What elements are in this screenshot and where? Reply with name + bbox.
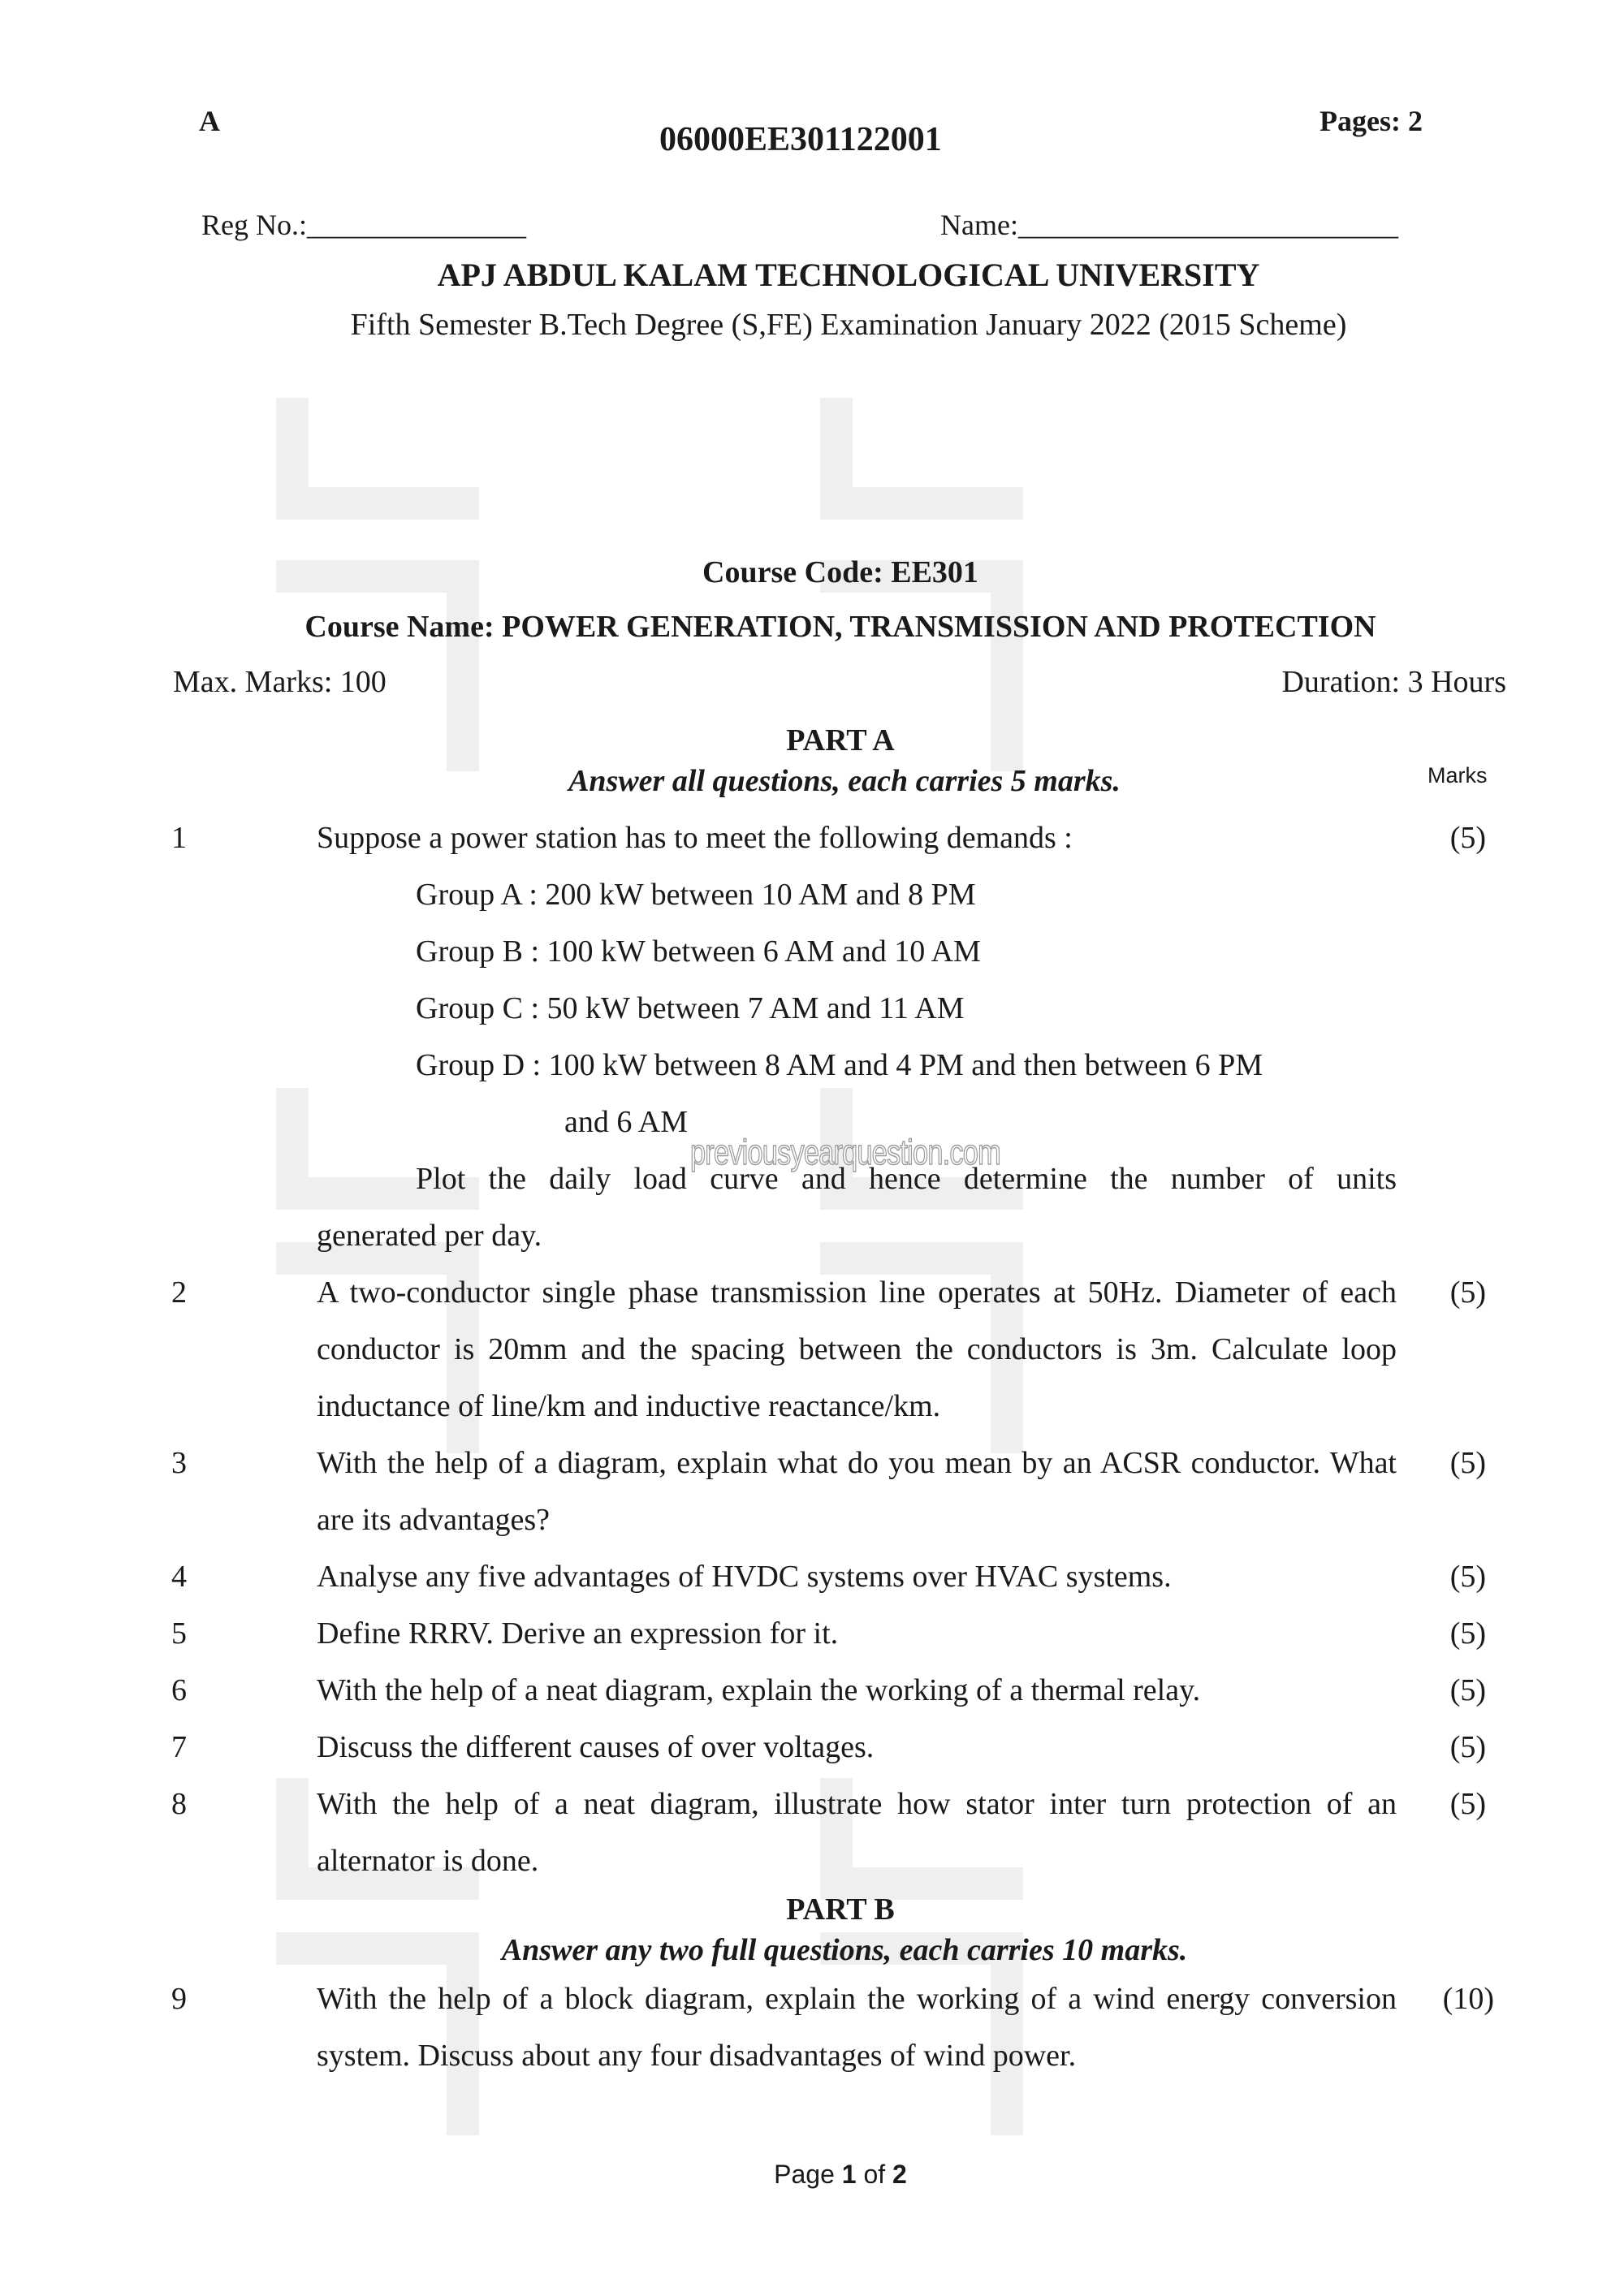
page-count: Pages: 2 (1320, 105, 1423, 137)
university-name: APJ ABDUL KALAM TECHNOLOGICAL UNIVERSITY (437, 257, 1260, 293)
question-text: With the help of a block diagram, explain the working of a wind energy conversion system. Discuss about any four disadvantages of wind power. (317, 1982, 1397, 2073)
group-c-demand: Group C : 50 kW between 7 AM and 11 AM (416, 991, 965, 1025)
question-marks: (5) (1449, 1730, 1486, 1764)
question-number: 7 (171, 1730, 187, 1764)
duration: Duration: 3 Hours (1281, 665, 1506, 699)
max-marks: Max. Marks: 100 (173, 665, 387, 699)
question-marks: (5) (1449, 1616, 1486, 1651)
question-text: With the help of a diagram, explain what do you mean by an ACSR conductor. What are its advantages? (317, 1446, 1397, 1537)
course-name: Course Name: POWER GENERATION, TRANSMISSION AND PROTECTION (304, 610, 1376, 644)
question-number: 5 (171, 1616, 187, 1651)
question-text: With the help of a neat diagram, explain the working of a thermal relay. (317, 1673, 1201, 1707)
question-number: 4 (171, 1560, 187, 1594)
question-text: Define RRRV. Derive an expression for it. (317, 1616, 839, 1651)
watermark-text: previousyearquestion.com (690, 1133, 1000, 1172)
exam-title: Fifth Semester B.Tech Degree (S,FE) Examination January 2022 (2015 Scheme) (350, 308, 1347, 342)
question-text: A two-conductor single phase transmission line operates at 50Hz. Diameter of each conductor is 20mm and the spacing between the conductors is 3m. Calculate loop inductance of line/km and inductive reactance/km. (317, 1275, 1397, 1423)
question-number: 1 (171, 821, 187, 855)
group-a-demand: Group A : 200 kW between 10 AM and 8 PM (416, 878, 976, 912)
question-number: 2 (171, 1275, 187, 1310)
part-b-title: PART B (786, 1892, 895, 1927)
question-number: 9 (171, 1982, 187, 2016)
name-field[interactable]: Name:__________________________ (940, 209, 1398, 241)
question-text: Analyse any five advantages of HVDC systems over HVAC systems. (317, 1560, 1172, 1594)
reg-no-field[interactable]: Reg No.:_______________ (201, 209, 526, 241)
page-number: 1 (841, 2160, 857, 2189)
question-marks: (5) (1449, 821, 1486, 855)
question-marks: (5) (1449, 1560, 1486, 1594)
page-total: 2 (892, 2160, 907, 2189)
question-1-task-continuation: generated per day. (317, 1219, 542, 1253)
question-marks: (5) (1449, 1275, 1486, 1310)
question-1-task: Plot the daily load curve and hence determine the number of units (416, 1162, 1397, 1196)
group-d-demand: Group D : 100 kW between 8 AM and 4 PM and then between 6 PM (416, 1048, 1263, 1082)
question-marks: (10) (1442, 1982, 1494, 2016)
question-marks: (5) (1449, 1446, 1486, 1480)
marks-column-header: Marks (1427, 763, 1488, 788)
question-text: Discuss the different causes of over voltages. (317, 1730, 875, 1764)
question-text: With the help of a neat diagram, illustrate how stator inter turn protection of an alternator is done. (317, 1787, 1397, 1878)
question-number: 6 (171, 1673, 187, 1707)
group-d-continuation: and 6 AM (564, 1105, 688, 1139)
group-b-demand: Group B : 100 kW between 6 AM and 10 AM (416, 934, 981, 969)
question-marks: (5) (1449, 1673, 1486, 1707)
course-code: Course Code: EE301 (702, 555, 978, 589)
question-number: 3 (171, 1446, 187, 1480)
of-word: of (863, 2160, 886, 2189)
question-marks: (5) (1449, 1787, 1486, 1821)
page-word: Page (774, 2160, 835, 2189)
page-footer (0, 2160, 1624, 2190)
part-b-instruction: Answer any two full questions, each carries 10 marks. (501, 1933, 1188, 1967)
part-a-title: PART A (786, 723, 895, 757)
question-number: 8 (171, 1787, 187, 1821)
question-1-intro: Suppose a power station has to meet the following demands : (317, 821, 1073, 855)
part-a-instruction: Answer all questions, each carries 5 marks. (568, 764, 1121, 798)
set-letter: A (199, 105, 220, 137)
paper-code: 06000EE301122001 (659, 121, 942, 158)
